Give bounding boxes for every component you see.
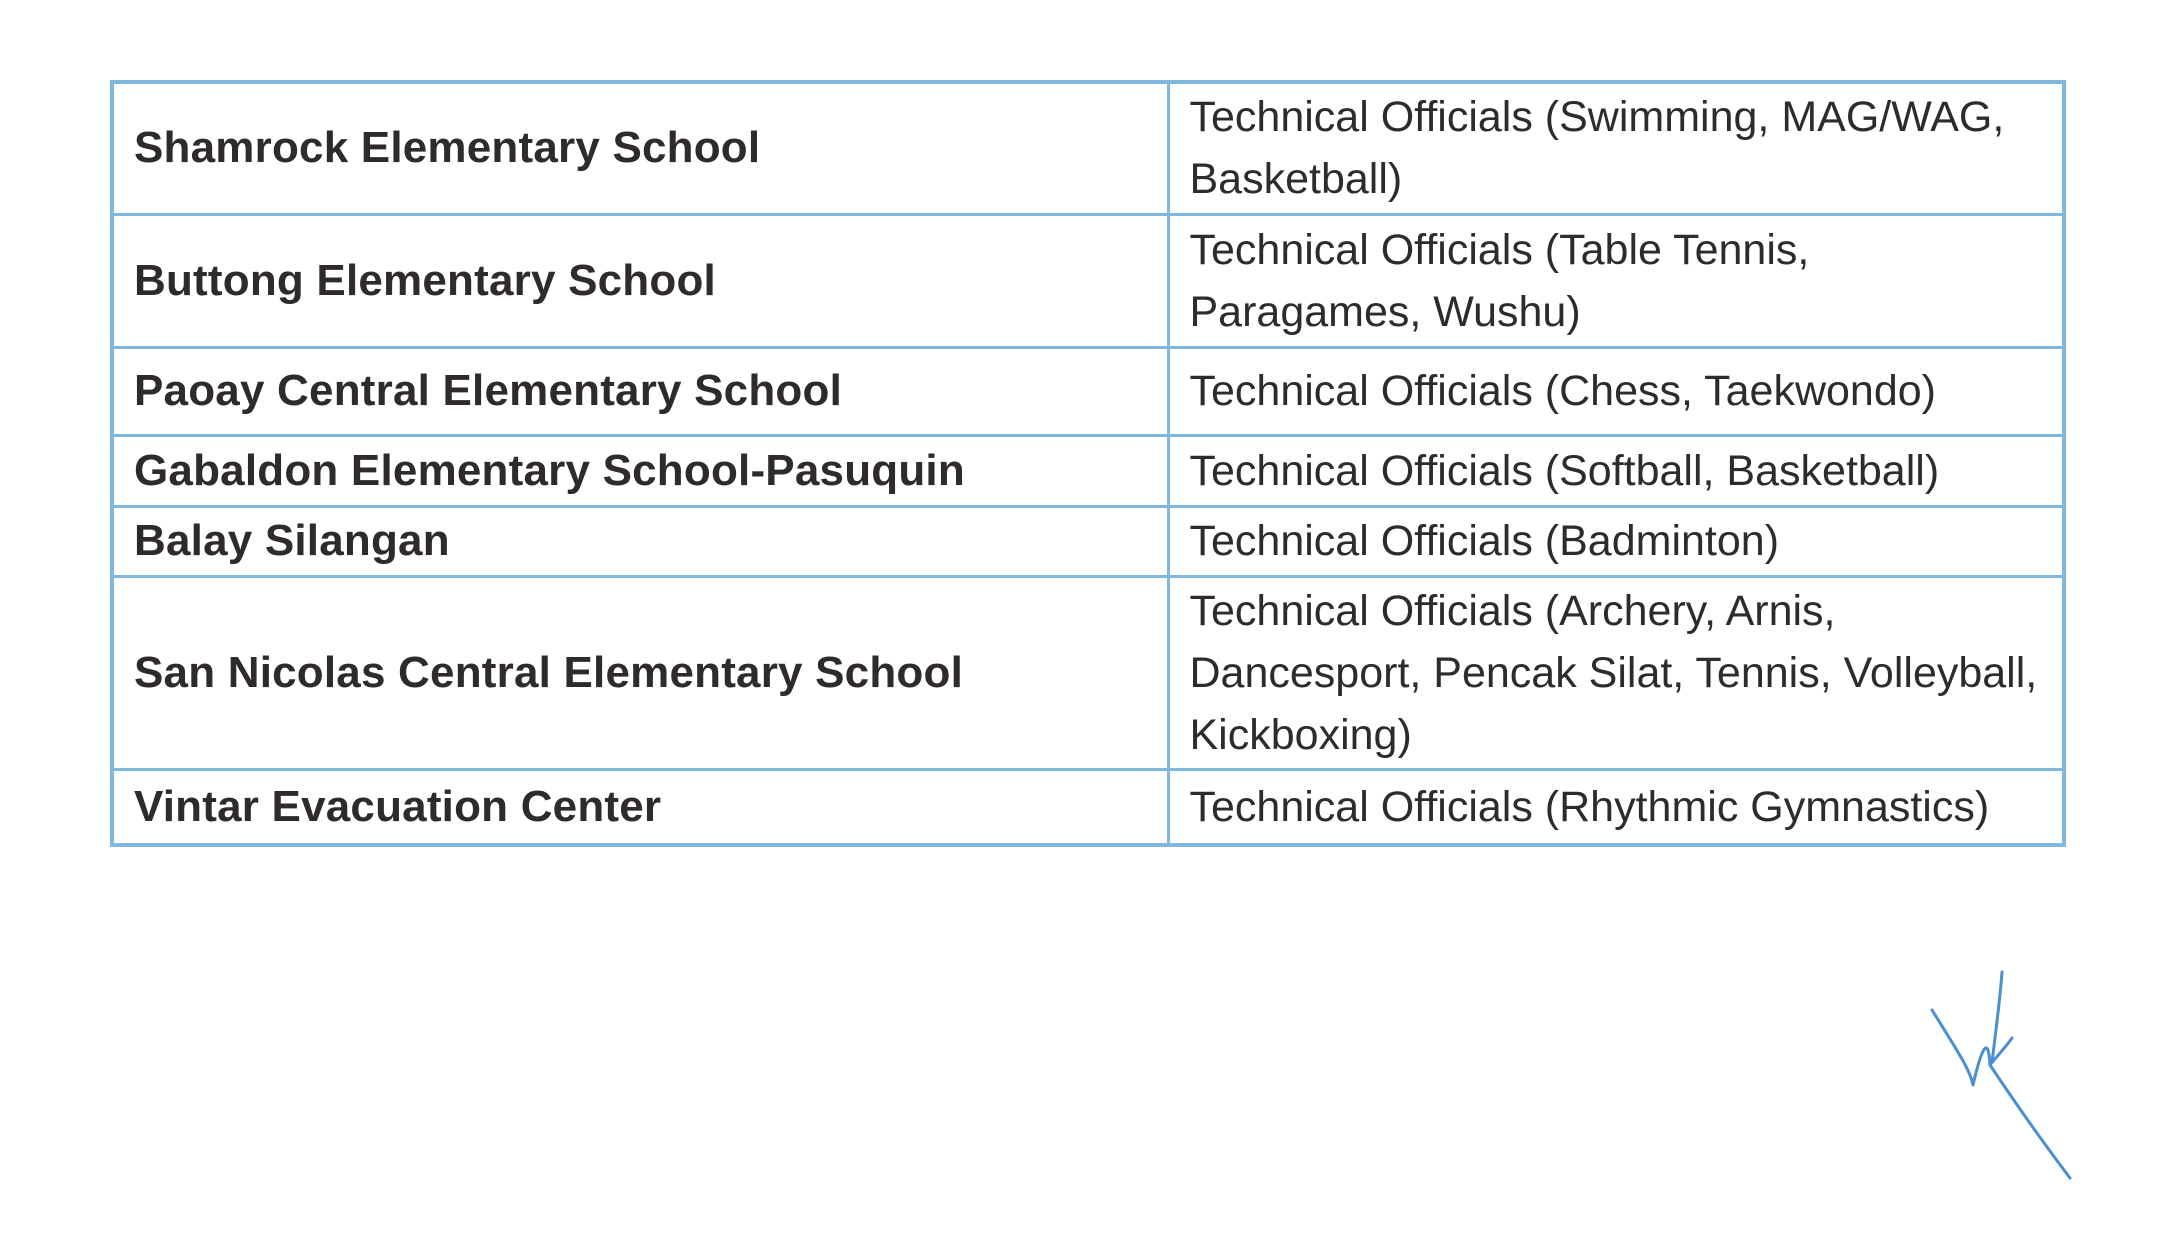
official-assignment: Technical Officials (Badminton): [1168, 506, 2064, 576]
table-row: [112, 214, 2064, 347]
official-assignment: Technical Officials (Softball, Basketball): [1168, 435, 2064, 506]
official-assignment: Technical Officials (Table Tennis, Paragames, Wushu): [1168, 214, 2064, 347]
venue-name: San Nicolas Central Elementary School: [112, 576, 1168, 769]
official-assignment: Technical Officials (Swimming, MAG/WAG, Basketball): [1168, 82, 2064, 214]
venue-name: Shamrock Elementary School: [112, 82, 1168, 214]
venue-assignment-table: [110, 80, 2066, 847]
venue-name: Paoay Central Elementary School: [112, 347, 1168, 435]
table-row: [112, 769, 2064, 845]
table-row: [112, 82, 2064, 214]
official-assignment: Technical Officials (Archery, Arnis, Dancesport, Pencak Silat, Tennis, Volleyball, Kickboxing): [1168, 576, 2064, 769]
table-row: [112, 506, 2064, 576]
venue-name: Vintar Evacuation Center: [112, 769, 1168, 845]
signature-mark: [1930, 960, 2080, 1190]
official-assignment: Technical Officials (Chess, Taekwondo): [1168, 347, 2064, 435]
signature-stroke: [1932, 972, 2070, 1178]
venue-name: Balay Silangan: [112, 506, 1168, 576]
table-row: [112, 576, 2064, 769]
table-row: [112, 435, 2064, 506]
venue-name: Buttong Elementary School: [112, 214, 1168, 347]
table-row: [112, 347, 2064, 435]
venue-name: Gabaldon Elementary School-Pasuquin: [112, 435, 1168, 506]
official-assignment: Technical Officials (Rhythmic Gymnastics): [1168, 769, 2064, 845]
